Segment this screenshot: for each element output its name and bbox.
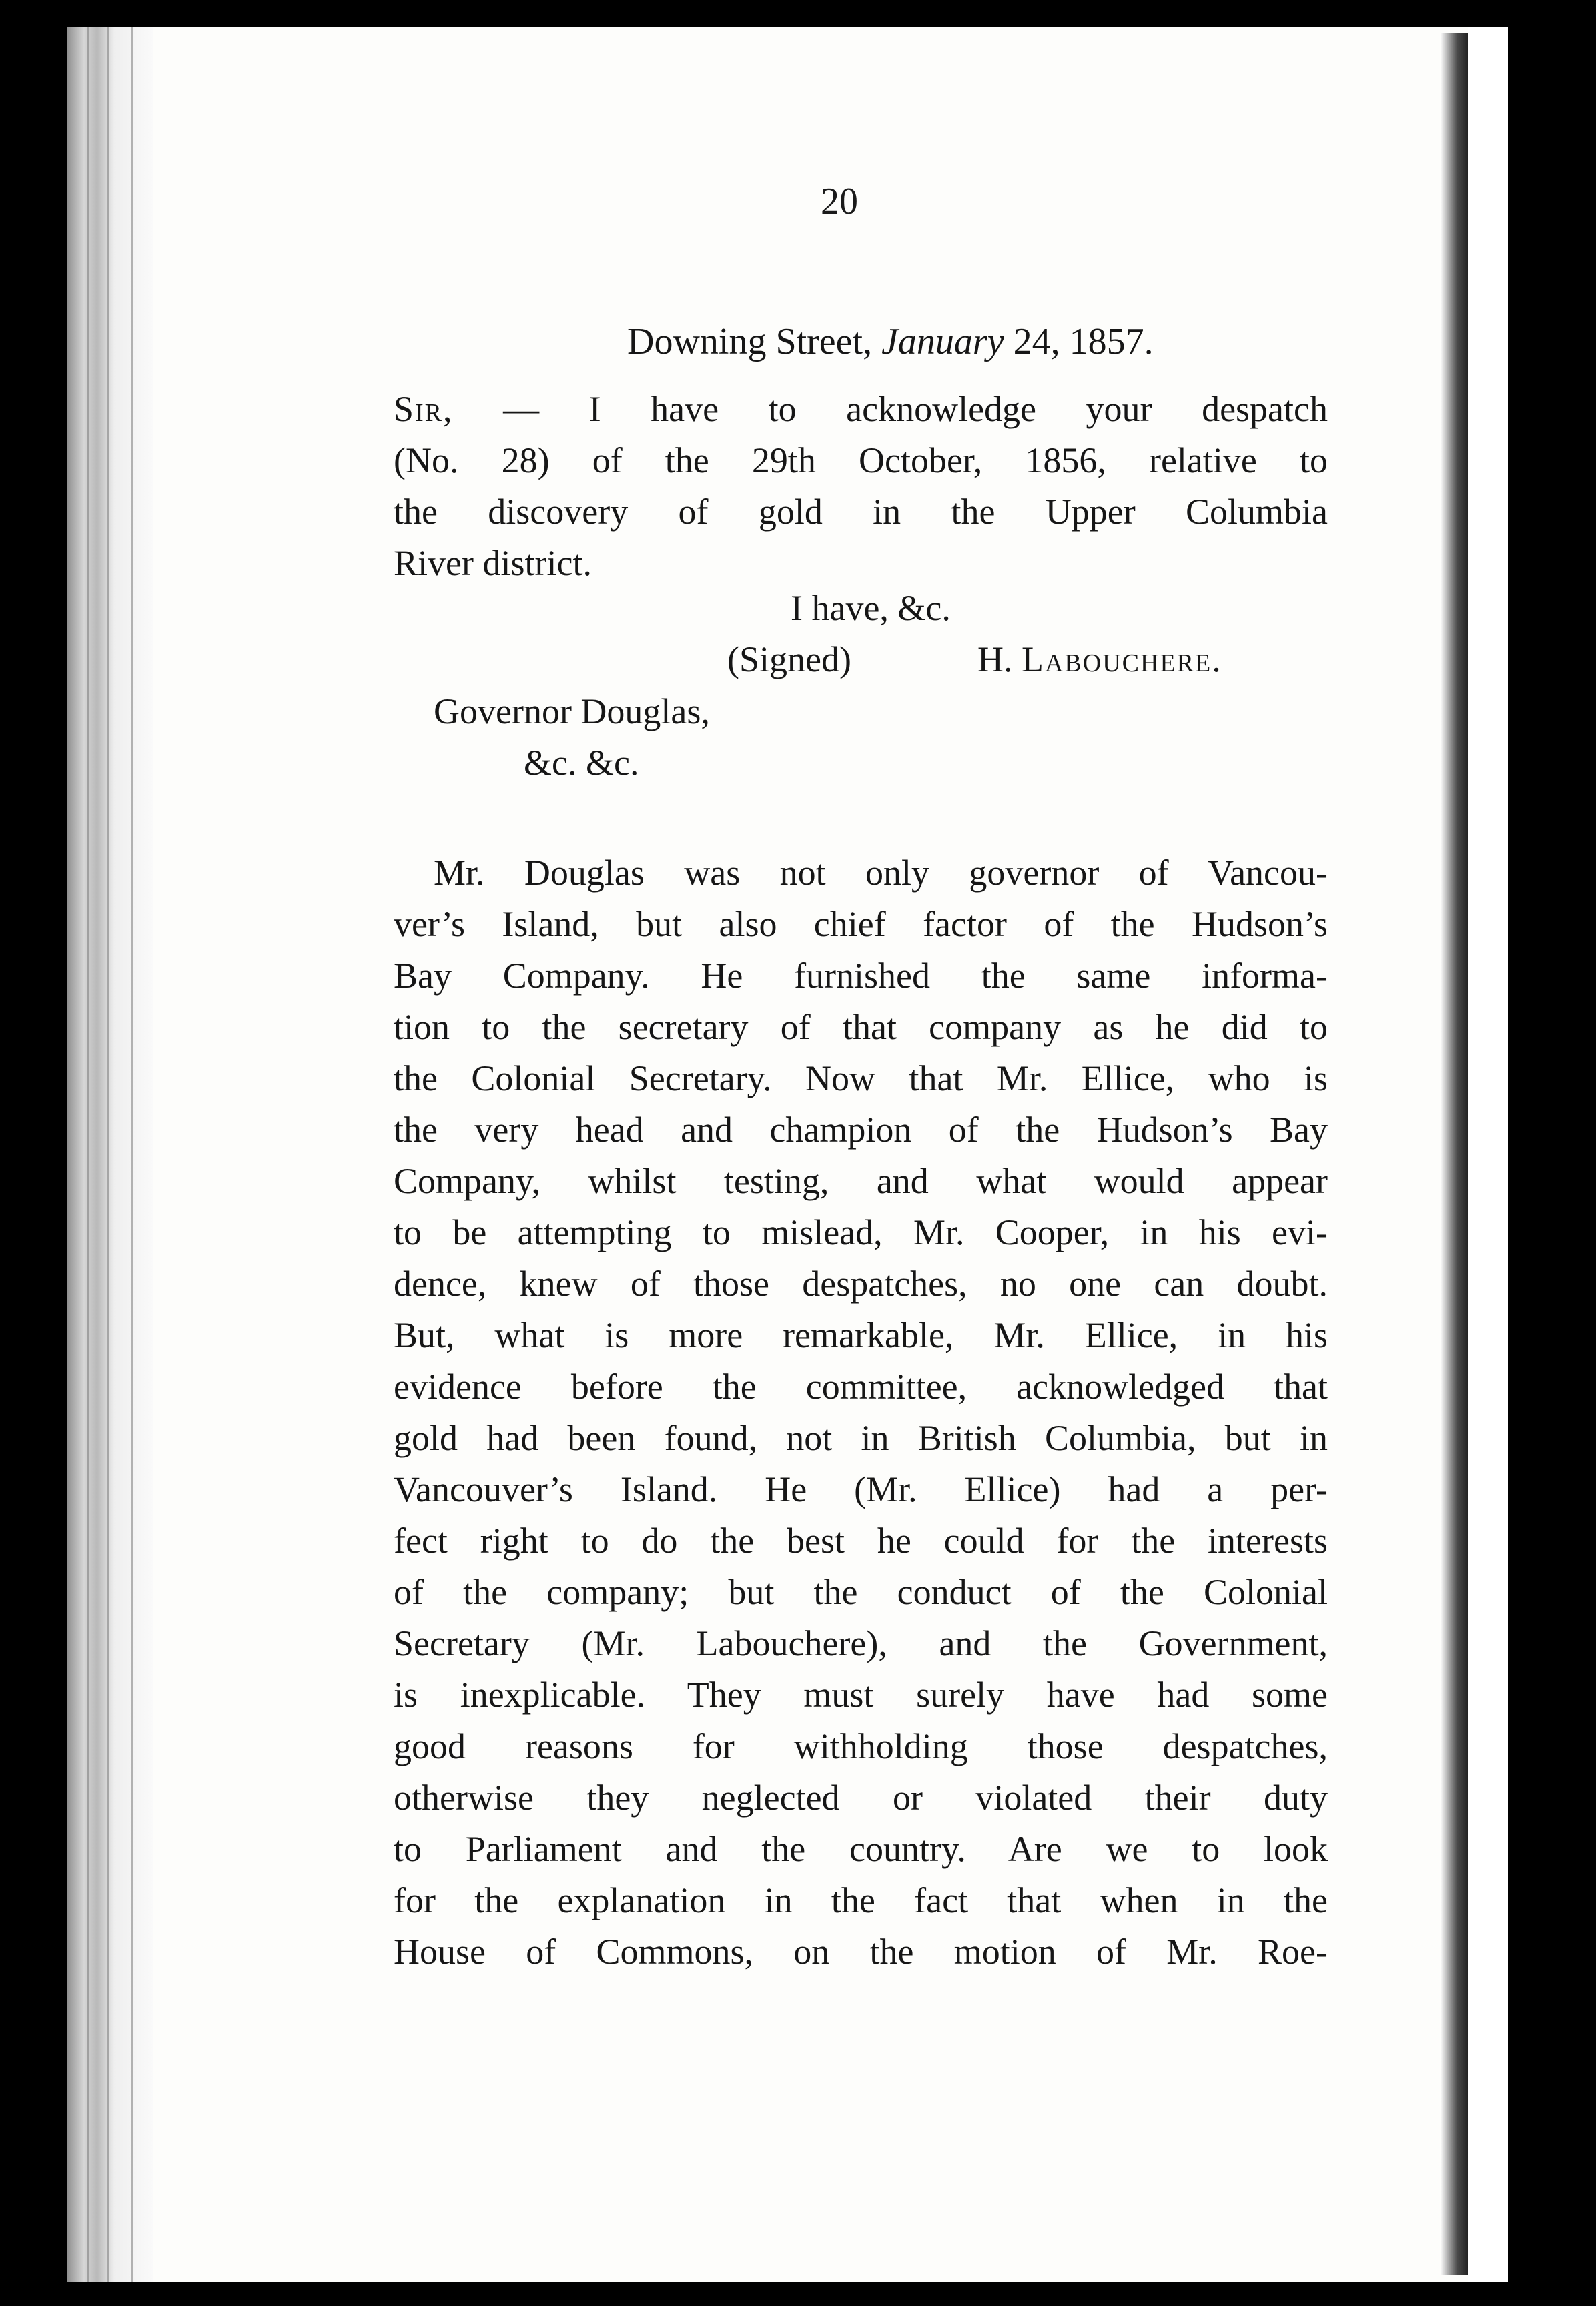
- dateline-date-year: 24, 1857.: [1004, 321, 1154, 362]
- body-line: is inexplicable. They must surely have had some: [394, 1675, 1328, 1715]
- binding-shadow: [1441, 33, 1468, 2275]
- body-line: good reasons for withholding those despatches,: [394, 1726, 1328, 1766]
- body-line: to Parliament and the country. Are we to look: [394, 1829, 1328, 1869]
- body-line: otherwise they neglected or violated their duty: [394, 1778, 1328, 1818]
- body-line: Bay Company. He furnished the same informa-: [394, 955, 1328, 996]
- body-line: dence, knew of those despatches, no one can doubt.: [394, 1264, 1328, 1304]
- body-line: Secretary (Mr. Labouchere), and the Government,: [394, 1623, 1328, 1663]
- page-edge-line: [87, 27, 89, 2282]
- letter-line: [394, 384, 1328, 435]
- letter-line: (No. 28) of the 29th October, 1856, relative to: [394, 440, 1328, 480]
- letter-line: the discovery of gold in the Upper Columbia: [394, 492, 1328, 532]
- addressee-etc: &c. &c.: [524, 743, 639, 783]
- page-edge-line: [107, 27, 109, 2282]
- body-line: gold had been found, not in British Columbia, but in: [394, 1418, 1328, 1458]
- body-line: fect right to do the best he could for the interests: [394, 1521, 1328, 1561]
- letter-body: [394, 384, 1328, 589]
- addressee-name: Governor Douglas,: [434, 691, 710, 731]
- body-line: ver’s Island, but also chief factor of the Hudson’s: [394, 904, 1328, 944]
- dateline-place: Downing Street,: [627, 321, 882, 362]
- body-line: of the company; but the conduct of the Colonial: [394, 1572, 1328, 1612]
- body-line: for the explanation in the fact that when in the: [394, 1880, 1328, 1920]
- body-line: evidence before the committee, acknowledged that: [394, 1367, 1328, 1407]
- dateline-month: January: [881, 321, 1004, 362]
- body-line: Vancouver’s Island. He (Mr. Ellice) had a per-: [394, 1469, 1328, 1509]
- body-line: the very head and champion of the Hudson’s Bay: [394, 1110, 1328, 1150]
- letter-line: River district.: [394, 543, 592, 583]
- body-paragraph: [394, 847, 1328, 1978]
- page-edge-line: [131, 27, 133, 2282]
- page-number: 20: [821, 181, 858, 222]
- letter-salutation: Sir,: [394, 389, 454, 429]
- body-line: the Colonial Secretary. Now that Mr. Ellice, who is: [394, 1058, 1328, 1098]
- body-line: But, what is more remarkable, Mr. Ellice, in his: [394, 1315, 1328, 1355]
- body-line: House of Commons, on the motion of Mr. Roe-: [394, 1932, 1328, 1972]
- signature-name: Labouchere.: [1022, 639, 1222, 679]
- body-line: Company, whilst testing, and what would appear: [394, 1161, 1328, 1201]
- facing-page-edge: [1468, 27, 1508, 2282]
- body-line: Mr. Douglas was not only governor of Vancou-: [434, 853, 1328, 893]
- letter-dateline: [627, 320, 1154, 363]
- letter-signature: [977, 639, 1222, 680]
- page-stack-edge: [67, 27, 153, 2282]
- body-line: to be attempting to mislead, Mr. Cooper, in his evi-: [394, 1212, 1328, 1252]
- signature-initial: H.: [977, 639, 1022, 679]
- letter-line-text: — I have to acknowledge your despatch: [453, 389, 1328, 429]
- signed-label: (Signed): [727, 639, 851, 679]
- body-line: tion to the secretary of that company as he did to: [394, 1007, 1328, 1047]
- letter-closing: I have, &c.: [791, 588, 951, 628]
